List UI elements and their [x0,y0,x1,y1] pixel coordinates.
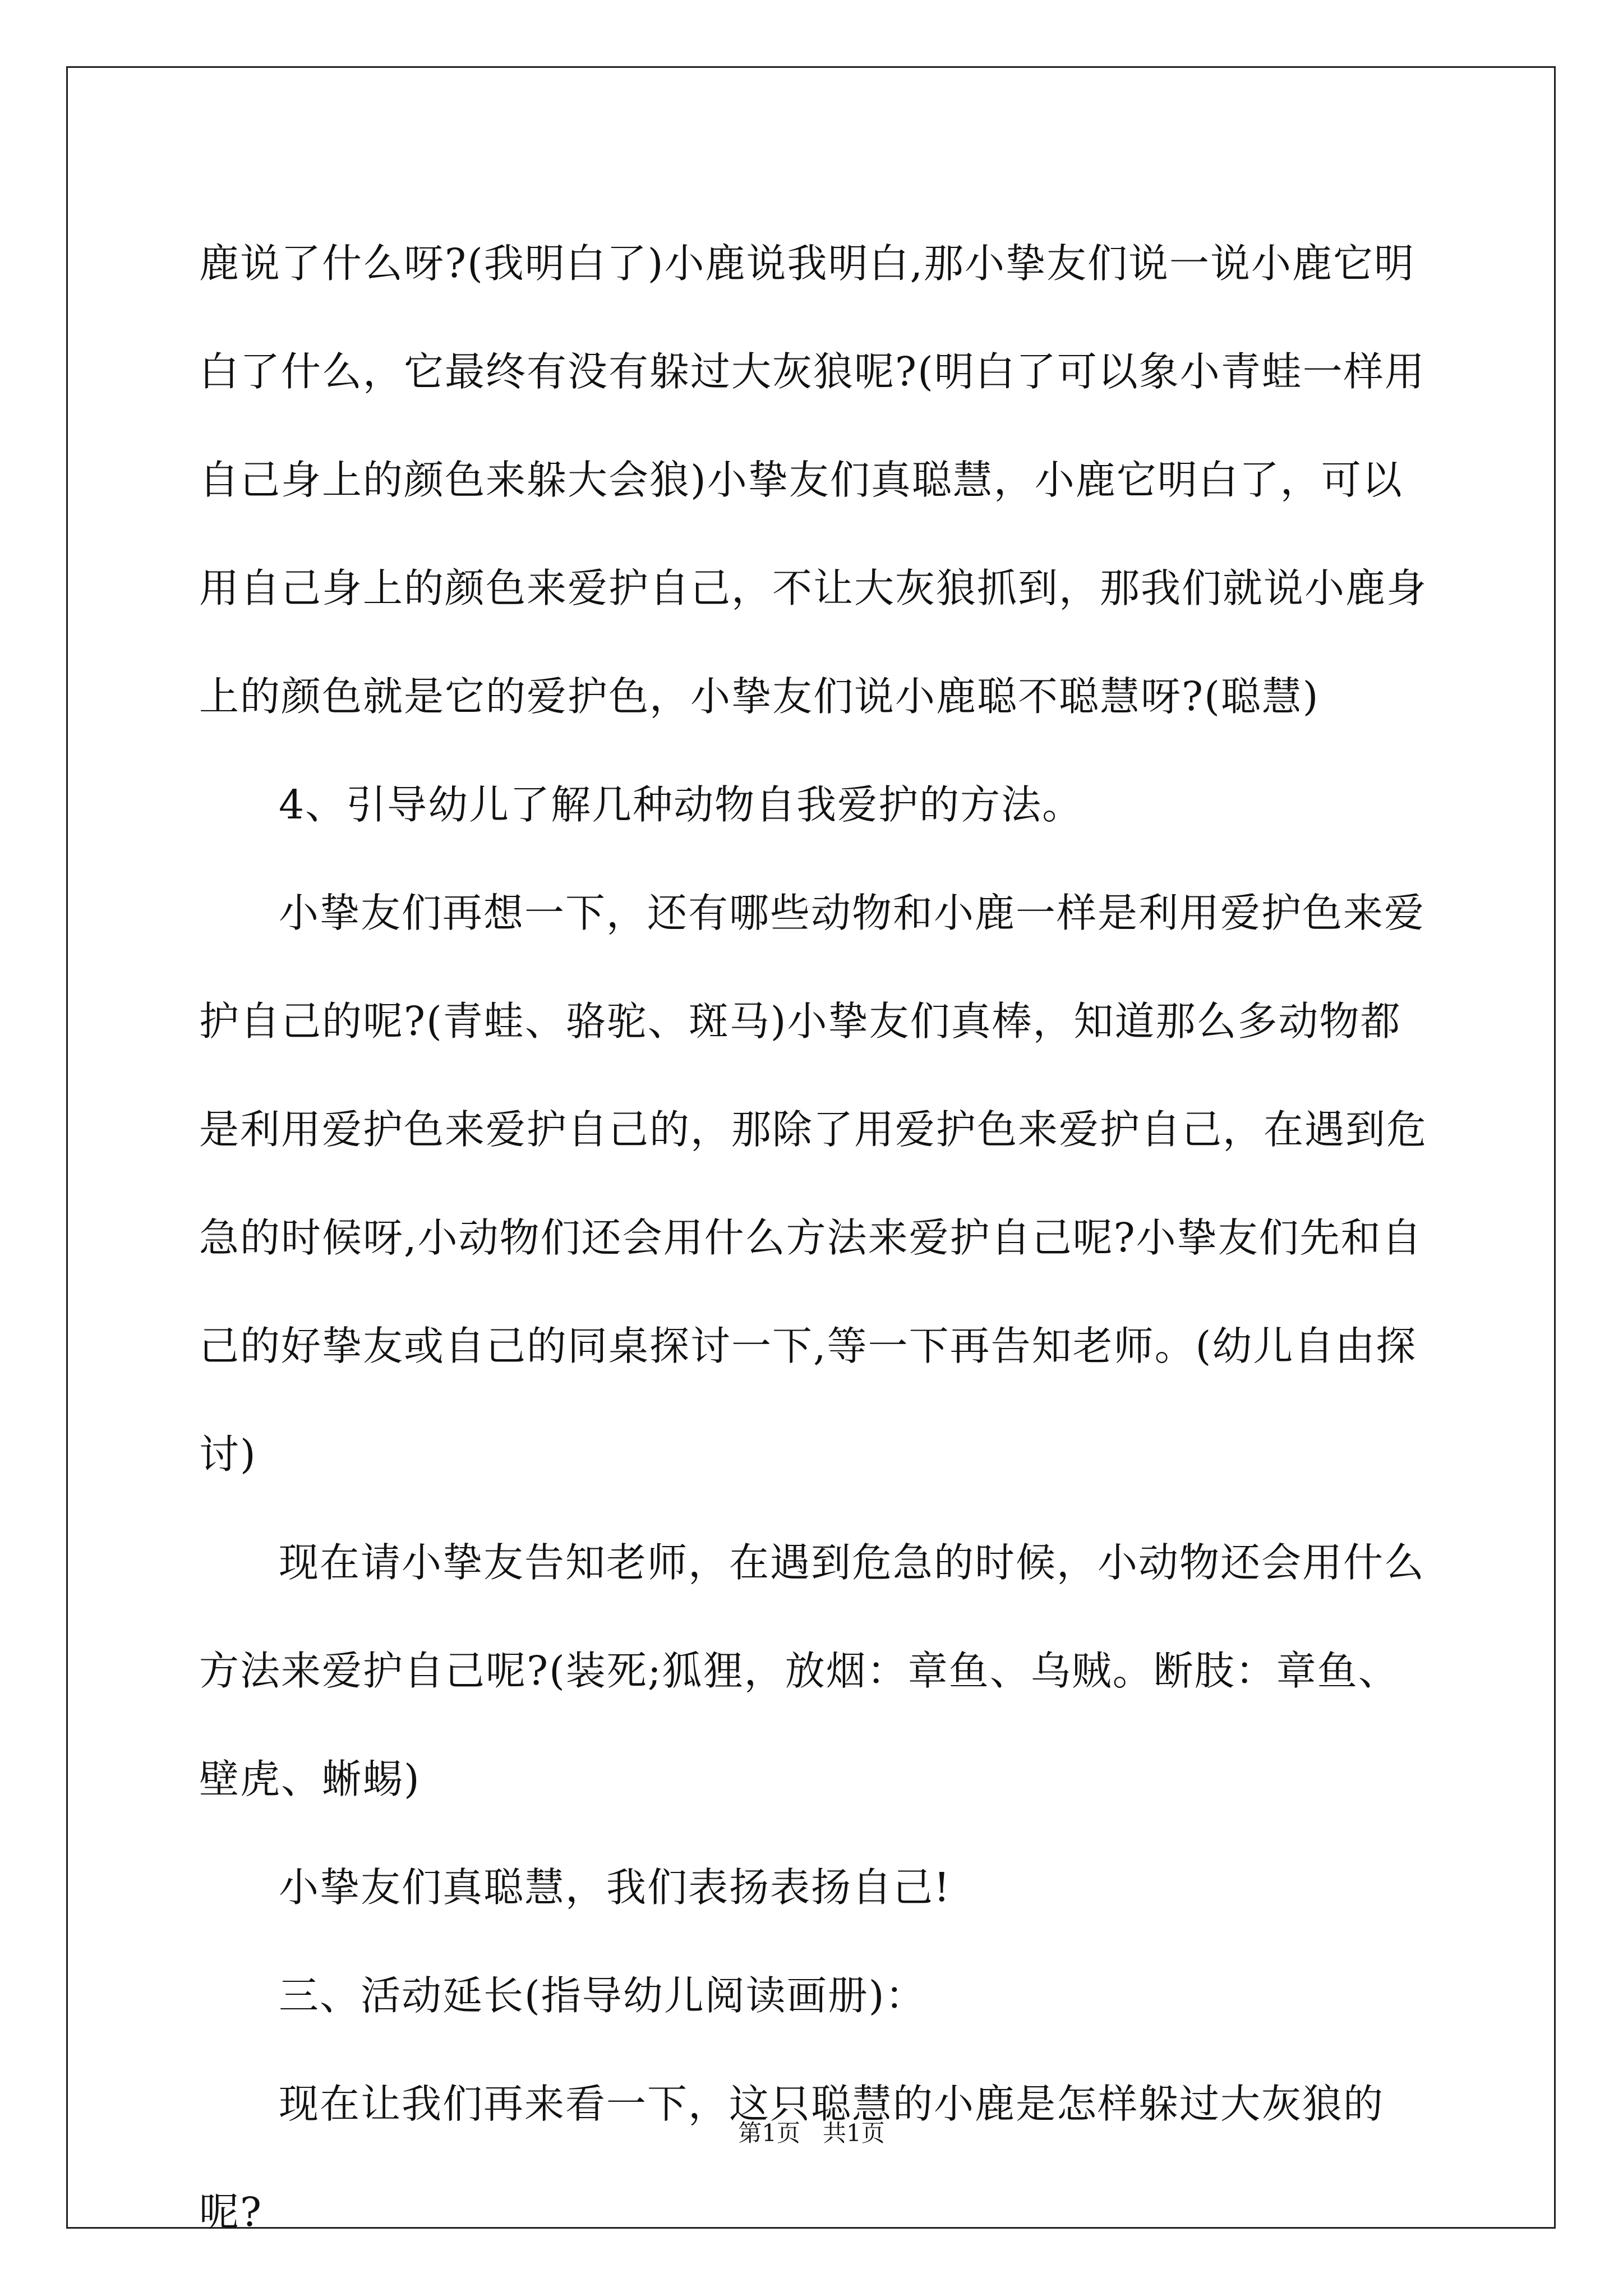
paragraph-step-4-heading: 4、引导幼儿了解几种动物自我爱护的方法。 [279,781,1083,828]
paragraph-continued: 鹿说了什么呀?(我明白了)小鹿说我明白,那小挚友们说一说小鹿它明白了什么，它最终有没有躲过大灰狼呢?(明白了可以象小青蛙一样用自己身上的颜色来躲大会狼)小挚友们真聪慧，小鹿它明白了，可以用自己身上的颜色来爱护自己，不让大灰狼抓到，那我们就说小鹿身上的颜色就是它的爱护色，小挚友们说小鹿聪不聪慧呀?(聪慧) [199,240,1428,720]
document-body [199,209,1427,2266]
paragraph-section-3-heading: 三、活动延长(指导幼儿阅读画册)： [279,1972,926,2019]
paragraph-praise: 小挚友们真聪慧，我们表扬表扬自己! [279,1864,951,1911]
page-footer [0,2115,1623,2148]
paragraph-protective-color: 小挚友们再想一下，还有哪些动物和小鹿一样是利用爱护色来爱护自己的呢?(青蛙、骆驼、斑马)小挚友们真棒，知道那么多动物都是利用爱护色来爱护自己的，那除了用爱护色来爱护自己，在遇到危急的时候呀,小动物们还会用什么方法来爱护自己呢?小挚友们先和自己的好挚友或自己的同桌探讨一下,等一下再告知老师。(幼儿自由探讨) [199,890,1428,1478]
paragraph-defense-methods: 现在请小挚友告知老师，在遇到危急的时候，小动物还会用什么方法来爱护自己呢?(装死;狐狸，放烟：章鱼、乌贼。断肢：章鱼、壁虎、蜥蜴) [199,1539,1426,1802]
page-number: 第1页 [738,2119,800,2147]
page-total: 共1页 [823,2119,885,2147]
paragraph-closing-question: 现在让我们再来看一下，这只聪慧的小鹿是怎样躲过大灰狼的呢? [199,2081,1385,2235]
